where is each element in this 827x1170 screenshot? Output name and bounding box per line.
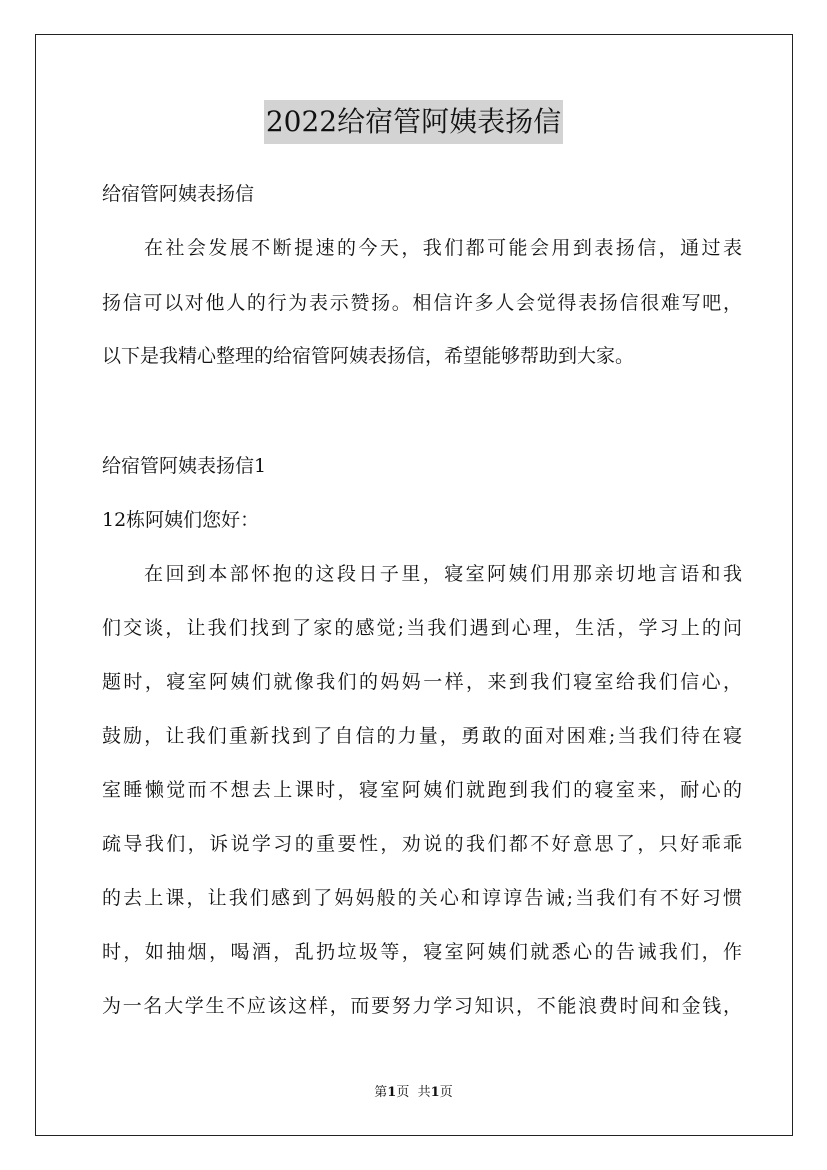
- salutation: 12栋阿姨们您好：: [102, 509, 260, 531]
- title-container: [0, 100, 827, 144]
- intro-line: 在社会发展不断提速的今天，我们都可能会用到表扬信，通过表: [144, 237, 742, 259]
- intro-line: 以下是我精心整理的给宿管阿姨表扬信，希望能够帮助到大家。: [102, 345, 635, 367]
- total-suffix: 页: [439, 1085, 453, 1100]
- body-line: 鼓励，让我们重新找到了自信的力量，勇敢的面对困难;当我们待在寝: [102, 725, 742, 747]
- document-subtitle: 给宿管阿姨表扬信: [102, 183, 255, 205]
- page-prefix: 第: [374, 1085, 388, 1100]
- intro-line: 扬信可以对他人的行为表示赞扬。相信许多人会觉得表扬信很难写吧，: [102, 292, 742, 314]
- body-line: 疏导我们，诉说学习的重要性，劝说的我们都不好意思了，只好乖乖: [102, 833, 742, 855]
- page-number: 1: [387, 1085, 397, 1100]
- body-line: 们交谈，让我们找到了家的感觉;当我们遇到心理，生活，学习上的问: [102, 617, 742, 639]
- total-prefix: 共: [417, 1085, 431, 1100]
- page-suffix: 页: [396, 1085, 410, 1100]
- page-title: 2022给宿管阿姨表扬信: [264, 100, 563, 144]
- total-pages: 1: [430, 1085, 440, 1100]
- body-line: 题时，寝室阿姨们就像我们的妈妈一样，来到我们寝室给我们信心，: [102, 671, 742, 693]
- body-line: 在回到本部怀抱的这段日子里，寝室阿姨们用那亲切地言语和我: [144, 563, 742, 585]
- body-line: 的去上课，让我们感到了妈妈般的关心和谆谆告诫;当我们有不好习惯: [102, 887, 742, 909]
- body-line: 室睡懒觉而不想去上课时，寝室阿姨们就跑到我们的寝室来，耐心的: [102, 779, 742, 801]
- body-line: 为一名大学生不应该这样，而要努力学习知识，不能浪费时间和金钱，: [102, 995, 742, 1017]
- body-line: 时，如抽烟，喝酒，乱扔垃圾等，寝室阿姨们就悉心的告诫我们，作: [102, 941, 742, 963]
- section-heading: 给宿管阿姨表扬信1: [102, 455, 267, 477]
- page-footer: [0, 1084, 827, 1102]
